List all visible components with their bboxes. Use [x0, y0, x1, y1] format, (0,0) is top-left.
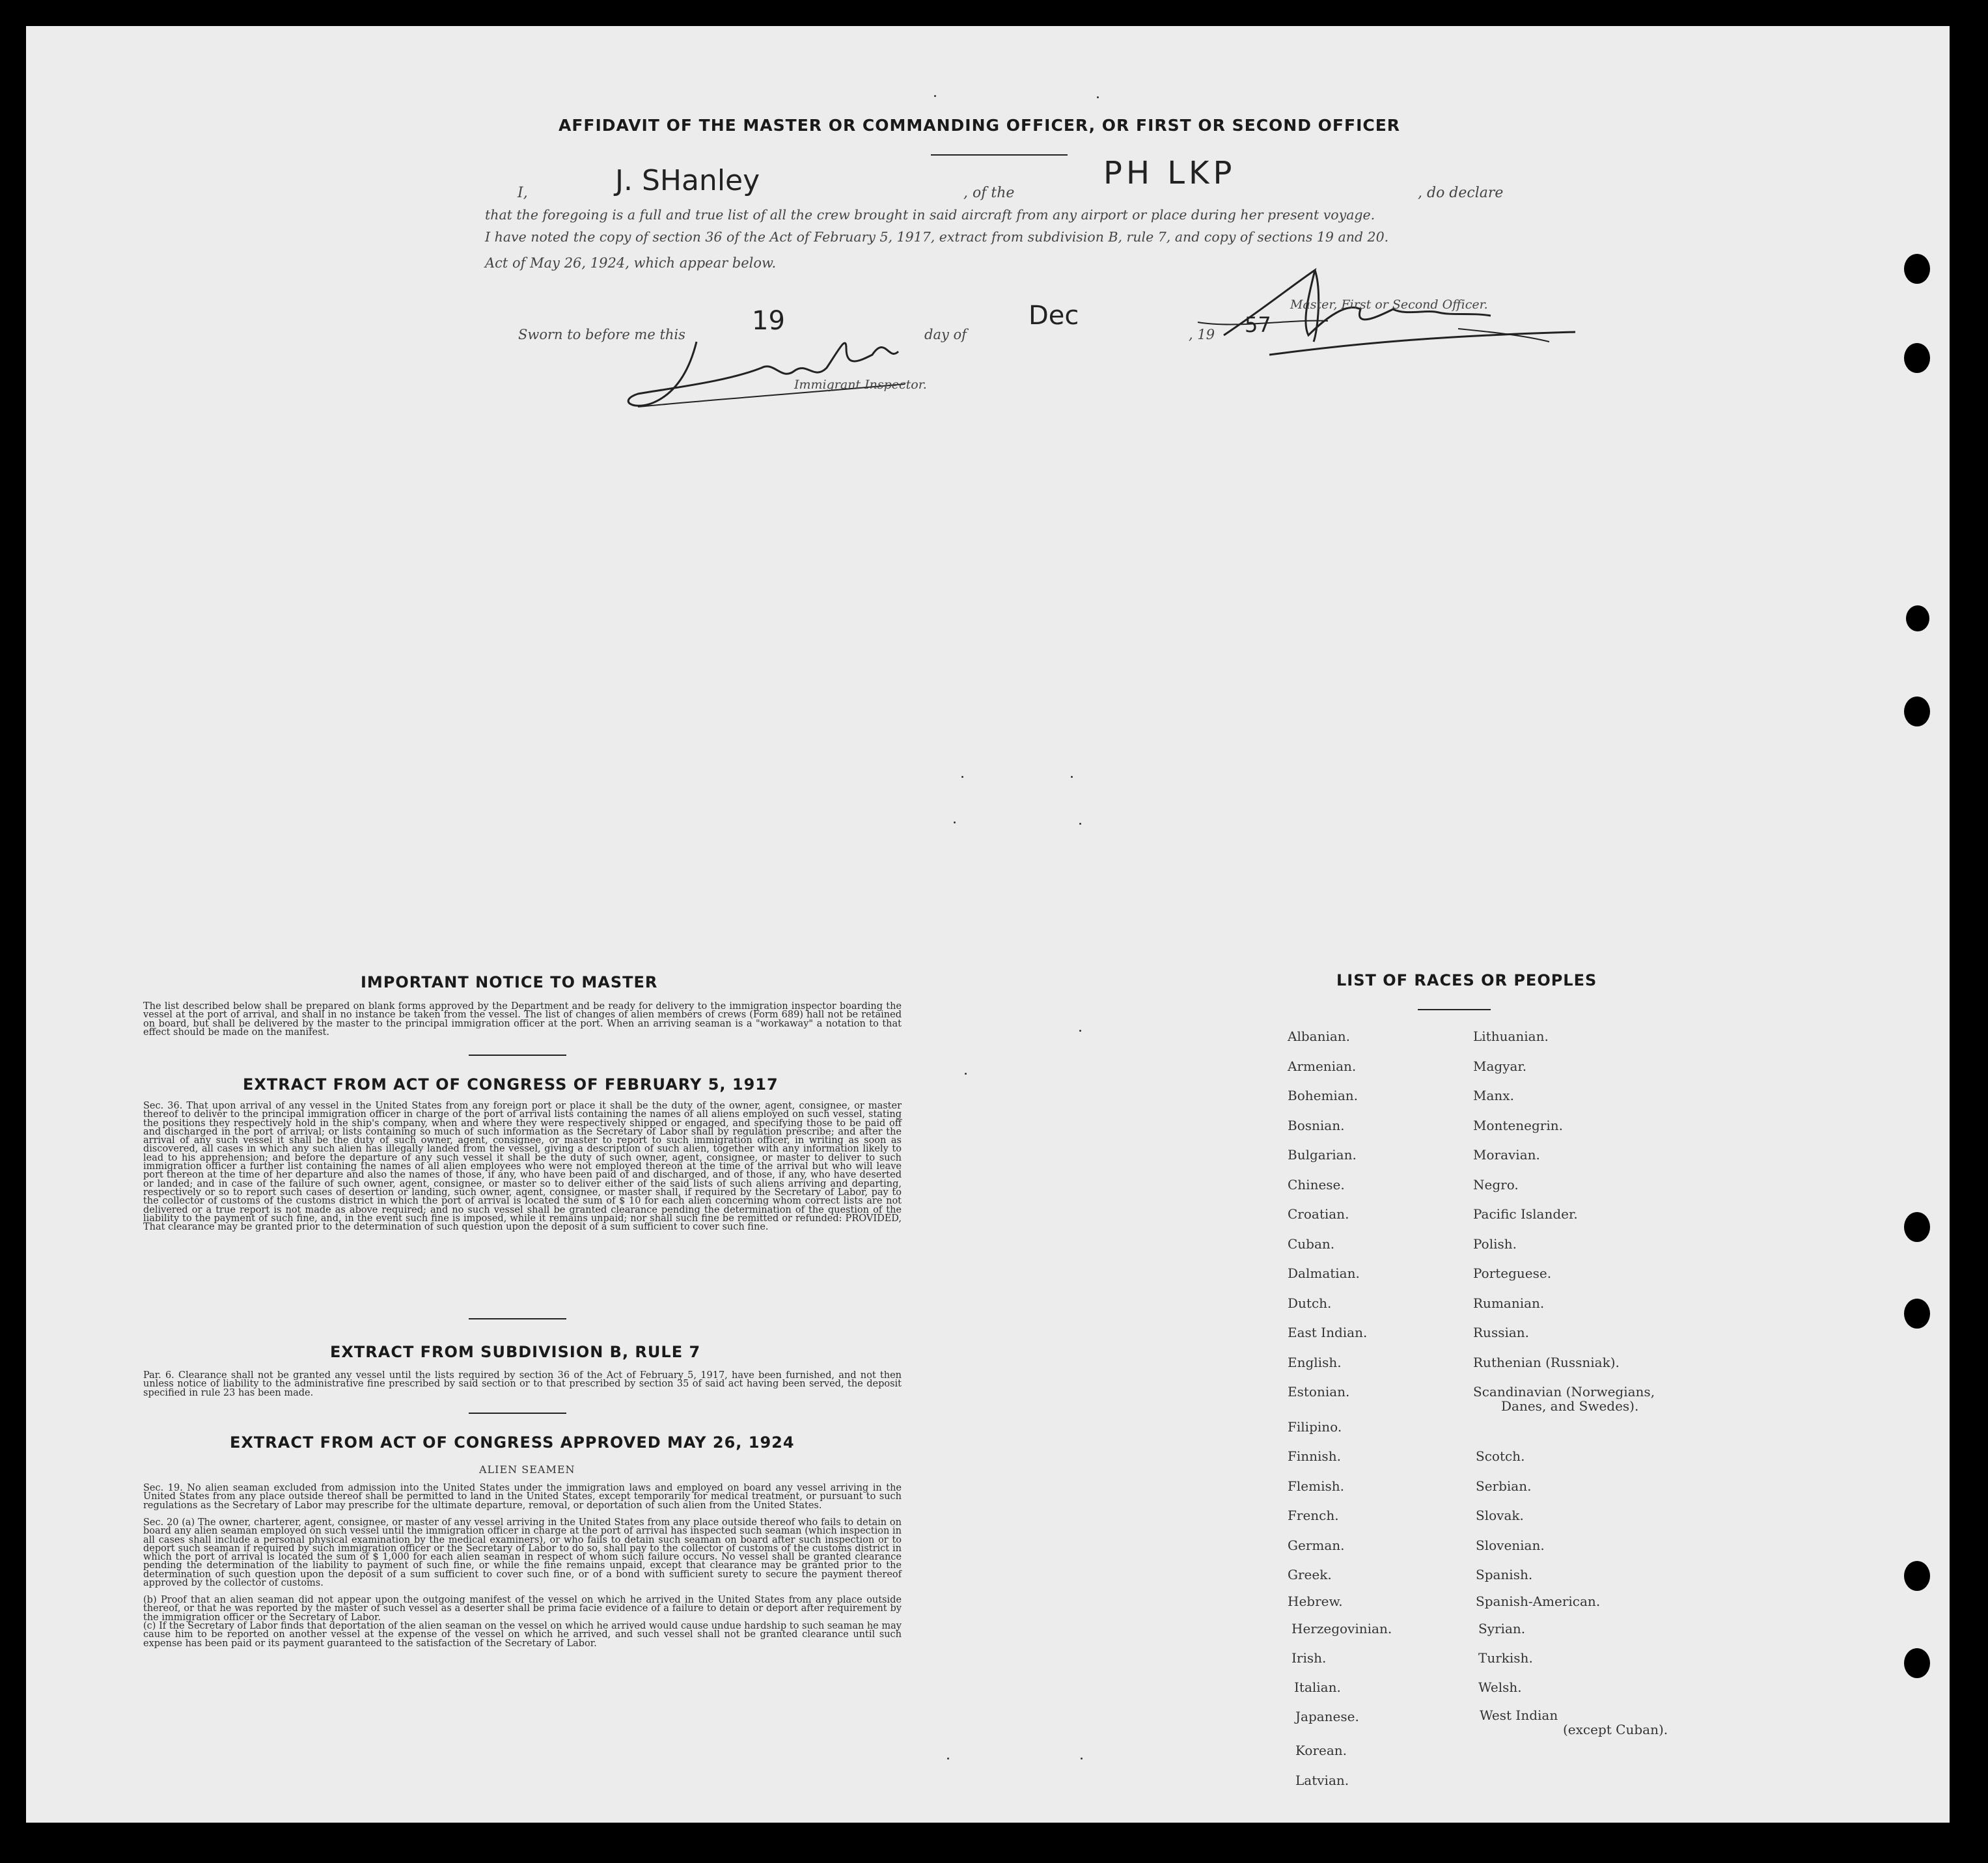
master-label: Master, First or Second Officer. — [1290, 297, 1488, 312]
race-item: (except Cuban). — [1563, 1722, 1668, 1737]
notice-text: The list described below shall be prepared on blank forms approved by the Department and be ready for delivery to the immigration inspector boarding the vessel at the port of arrival, and shall in no instance be taken from the vessel. The list of changes of alien members of crews (Form 689) hall not be retained on board, but shall be delivered by the master to the principal immigration officer at the port. When an arriving seaman is a "workaway" a notation to that effect should be made on the manifest. — [143, 1001, 902, 1038]
speck — [1079, 1030, 1081, 1032]
race-item: Scotch. — [1476, 1448, 1525, 1464]
punch-hole — [1904, 697, 1930, 726]
race-item: Pacific Islander. — [1473, 1206, 1578, 1222]
affidavit-line4: Act of May 26, 1924, which appear below. — [485, 255, 777, 271]
affidavit-line2: that the foregoing is a full and true list of all the crew brought in said aircraft from any airport or place during her present voyage. — [485, 207, 1375, 223]
subdivision-title: EXTRACT FROM SUBDIVISION B, RULE 7 — [330, 1343, 701, 1361]
race-item: Cuban. — [1288, 1236, 1335, 1252]
speck — [947, 1758, 949, 1760]
document-page — [26, 26, 1950, 1823]
race-item: Dutch. — [1288, 1295, 1332, 1311]
race-item: Magyar. — [1473, 1058, 1527, 1074]
race-item: Rumanian. — [1473, 1295, 1545, 1311]
year-prefix: , 19 — [1189, 327, 1215, 342]
race-item: Lithuanian. — [1473, 1028, 1549, 1044]
race-item: Chinese. — [1288, 1177, 1345, 1193]
race-item: Herzegovinian. — [1291, 1621, 1392, 1636]
punch-hole — [1904, 343, 1930, 373]
sworn-label: Sworn to before me this — [518, 327, 685, 342]
notice-title: IMPORTANT NOTICE TO MASTER — [361, 973, 658, 991]
punch-hole — [1904, 1299, 1930, 1329]
extract1924-p4: (c) If the Secretary of Labor finds that deportation of the alien seaman on the vessel on which he arrived would cause undue hardship to such seaman he may cause him to be reported on another vessel at the expense of the vessel on which he arrived, and such vessel shall not be granted clearance until such expense has been paid or its payment guaranteed to the satisfaction of the Secretary of Labor. — [143, 1621, 902, 1649]
affidavit-line3: I have noted the copy of section 36 of the Act of February 5, 1917, extract from subdivision B, rule 7, and copy of sections 19 and 20. — [485, 229, 1389, 245]
race-item: Finnish. — [1288, 1448, 1341, 1464]
handwritten-name: J. SHanley — [615, 164, 760, 197]
inspector-label: Immigrant Inspector. — [794, 378, 927, 392]
race-item: Polish. — [1473, 1236, 1517, 1252]
extract1924-p2: Sec. 20 (a) The owner, charterer, agent, consignee, or master of any vessel arriving in the United States from any place outside thereof who fails to detain on board any alien seaman employed on such vessel until the immigration officer in charge at the port of arrival has inspected such seaman (which inspection in all cases shall include a personal physical examination by the medical examiners), or who fails to detain such seaman on board after such inspection or to deport such seaman if required by such immigration officer or the Secretary of Labor to do so, shall pay to the collector of customs of the customs district in which the port of arrival is located the sum of $ 1,000 for each alien seaman in respect of whom such failure occurs. No vessel shall be granted clearance pending the determination of the liability to payment of such fine, or while the fine remains unpaid, except that clearance may be granted prior to the determination of such question upon the deposit of a sum sufficient to cover such fine, or of a bond with sufficient surety to secure the payment thereof approved by the collector of customs. — [143, 1517, 902, 1589]
race-item: Spanish. — [1476, 1567, 1533, 1582]
race-item: Bosnian. — [1288, 1118, 1345, 1133]
extract1924-subtitle: ALIEN SEAMEN — [479, 1463, 575, 1476]
race-item: Croatian. — [1288, 1206, 1349, 1222]
race-item: Korean. — [1295, 1743, 1347, 1758]
race-item: Italian. — [1294, 1679, 1341, 1695]
race-item: Negro. — [1473, 1177, 1519, 1193]
speck — [934, 95, 936, 97]
race-item: Albanian. — [1288, 1028, 1351, 1044]
race-item: Bohemian. — [1288, 1088, 1358, 1103]
race-item: Dalmatian. — [1288, 1265, 1360, 1281]
extract1924-p1: Sec. 19. No alien seaman excluded from admission into the United States under the immigration laws and employed on board any vessel arriving in the United States from any place outside thereof shall be permitted to land in the United States, except temporarily for medical treatment, or pursuant to such regulations as the Secretary of Labor may prescribe for the ultimate departure, removal, or deportation of such alien from the United States. — [143, 1483, 902, 1511]
punch-hole — [1904, 1561, 1930, 1591]
race-item: Hebrew. — [1288, 1594, 1343, 1609]
speck — [1081, 1758, 1083, 1760]
punch-hole — [1906, 605, 1929, 631]
race-item: East Indian. — [1288, 1325, 1368, 1340]
title-rule — [931, 154, 1068, 156]
race-item: Turkish. — [1478, 1650, 1533, 1666]
extract1917-rule — [469, 1318, 566, 1319]
affidavit-i: I, — [518, 185, 528, 201]
race-item: Russian. — [1473, 1325, 1530, 1340]
punch-hole — [1904, 1648, 1930, 1678]
punch-hole — [1904, 254, 1930, 284]
speck — [1097, 96, 1099, 98]
race-item: Armenian. — [1288, 1058, 1357, 1074]
handwritten-day: 19 — [752, 306, 785, 336]
races-rule — [1418, 1009, 1491, 1010]
race-item: Moravian. — [1473, 1147, 1540, 1163]
affidavit-title: AFFIDAVIT OF THE MASTER OR COMMANDING OFFICER, OR FIRST OR SECOND OFFICER — [559, 116, 1401, 135]
race-item: German. — [1288, 1538, 1345, 1553]
race-item: Flemish. — [1288, 1478, 1344, 1494]
speck — [1071, 776, 1073, 778]
race-item: Filipino. — [1288, 1419, 1342, 1435]
race-item: Serbian. — [1476, 1478, 1532, 1494]
extract1924-p3: (b) Proof that an alien seaman did not appear upon the outgoing manifest of the vessel on which he arrived in the United States from any place outside thereof, or that he was reported by the master of such vessel as a deserter shall be prima facie evidence of a failure to detain or deport after requirement by the immigration officer or the Secretary of Labor. — [143, 1595, 902, 1623]
race-item: West Indian — [1480, 1707, 1558, 1723]
speck — [954, 821, 956, 823]
races-title: LIST OF RACES OR PEOPLES — [1336, 971, 1597, 989]
extract1924-title: EXTRACT FROM ACT OF CONGRESS APPROVED MAY 26, 1924 — [230, 1433, 795, 1452]
race-item: Danes, and Swedes). — [1501, 1398, 1639, 1414]
race-item: Spanish-American. — [1476, 1594, 1601, 1609]
speck — [1079, 823, 1081, 825]
race-item: Syrian. — [1478, 1621, 1526, 1636]
affidavit-of-the: , of the — [963, 185, 1015, 201]
race-item: Manx. — [1473, 1088, 1514, 1103]
race-item: Slovak. — [1476, 1508, 1524, 1523]
race-item: Japanese. — [1295, 1709, 1359, 1724]
race-item: Greek. — [1288, 1567, 1332, 1582]
day-of-label: day of — [924, 327, 967, 342]
race-item: Montenegrin. — [1473, 1118, 1563, 1133]
handwritten-month: Dec — [1029, 301, 1079, 331]
affidavit-do-declare: , do declare — [1418, 185, 1504, 201]
race-item: French. — [1288, 1508, 1339, 1523]
race-item: Slovenian. — [1476, 1538, 1545, 1553]
punch-hole — [1904, 1212, 1930, 1242]
race-item: Bulgarian. — [1288, 1147, 1357, 1163]
race-item: Irish. — [1291, 1650, 1327, 1666]
notice-rule — [469, 1055, 566, 1056]
race-item: Latvian. — [1295, 1773, 1349, 1788]
subdivision-rule — [469, 1413, 566, 1414]
race-item: Ruthenian (Russniak). — [1473, 1355, 1620, 1370]
race-item: Welsh. — [1478, 1679, 1522, 1695]
speck — [965, 1073, 967, 1075]
race-item: English. — [1288, 1355, 1342, 1370]
speck — [961, 776, 963, 778]
handwritten-aircraft: PH LKP — [1103, 155, 1236, 191]
inspector-signature — [599, 322, 937, 420]
race-item: Porteguese. — [1473, 1265, 1552, 1281]
race-item: Scandinavian (Norwegians, — [1473, 1384, 1655, 1400]
extract1917-title: EXTRACT FROM ACT OF CONGRESS OF FEBRUARY 5, 1917 — [243, 1075, 779, 1094]
race-item: Estonian. — [1288, 1384, 1350, 1400]
extract1917-text: Sec. 36. That upon arrival of any vessel in the United States from any foreign port or place it shall be the duty of the owner, agent, consignee, or master thereof to deliver to the principal immigration officer in charge of the port of arrival lists containing the names of all aliens employed on such vessel, stating the positions they respectively hold in the ship's company, when and where they were respectively shipped or engaged, and specifying those to be paid off and discharged in the port of arrival; or lists containing so much of such information as the Secretary of Labor shall by regulation prescribe; and after the arrival of any such vessel it shall be the duty of such owner, agent, consignee, or master to report to such immigration officer, in writing as soon as discovered, all cases in which any such alien has illegally landed from the vessel, giving a description of such alien, together with any information likely to lead to his apprehension; and before the departure of any such vessel it shall be the duty of such owner, agent, consignee, or master to deliver to such immigration officer a further list containing the names of all alien employees who were not employed thereon at the time of the arrival but who will leave port thereon at the time of her departure and also the names of those, if any, who have been paid of and discharged, and of those, if any, who have deserted or landed; and in case of the failure of such owner, agent, consignee, or master so to deliver either of the said lists of such aliens arriving and departing, respectively or so to report such cases of desertion or landing, such owner, agent, consignee, or master shall, if required by the Secretary of Labor, pay to the collector of customs of the customs district in which the port of arrival is located the sum of $ 10 for each alien concerning whom correct lists are not delivered or a true report is not made as above required; and no such vessel shall be granted clearance pending the determination of the question of the liability to the payment of such fine, and, in the event such fine is imposed, while it remains unpaid; nor shall such fine be remitted or refunded: PROVIDED, That clearance may be granted prior to the determination of such question upon the deposit of a sum sufficient to cover such fine. — [143, 1101, 902, 1233]
subdivision-text: Par. 6. Clearance shall not be granted any vessel until the lists required by section 36 of the Act of February 5, 1917, have been furnished, and not then unless notice of liability to the administrative fine prescribed by said section or to that prescribed by section 35 of said act having been served, the deposit specified in rule 23 has been made. — [143, 1370, 902, 1398]
handwritten-year: 57 — [1245, 312, 1271, 337]
